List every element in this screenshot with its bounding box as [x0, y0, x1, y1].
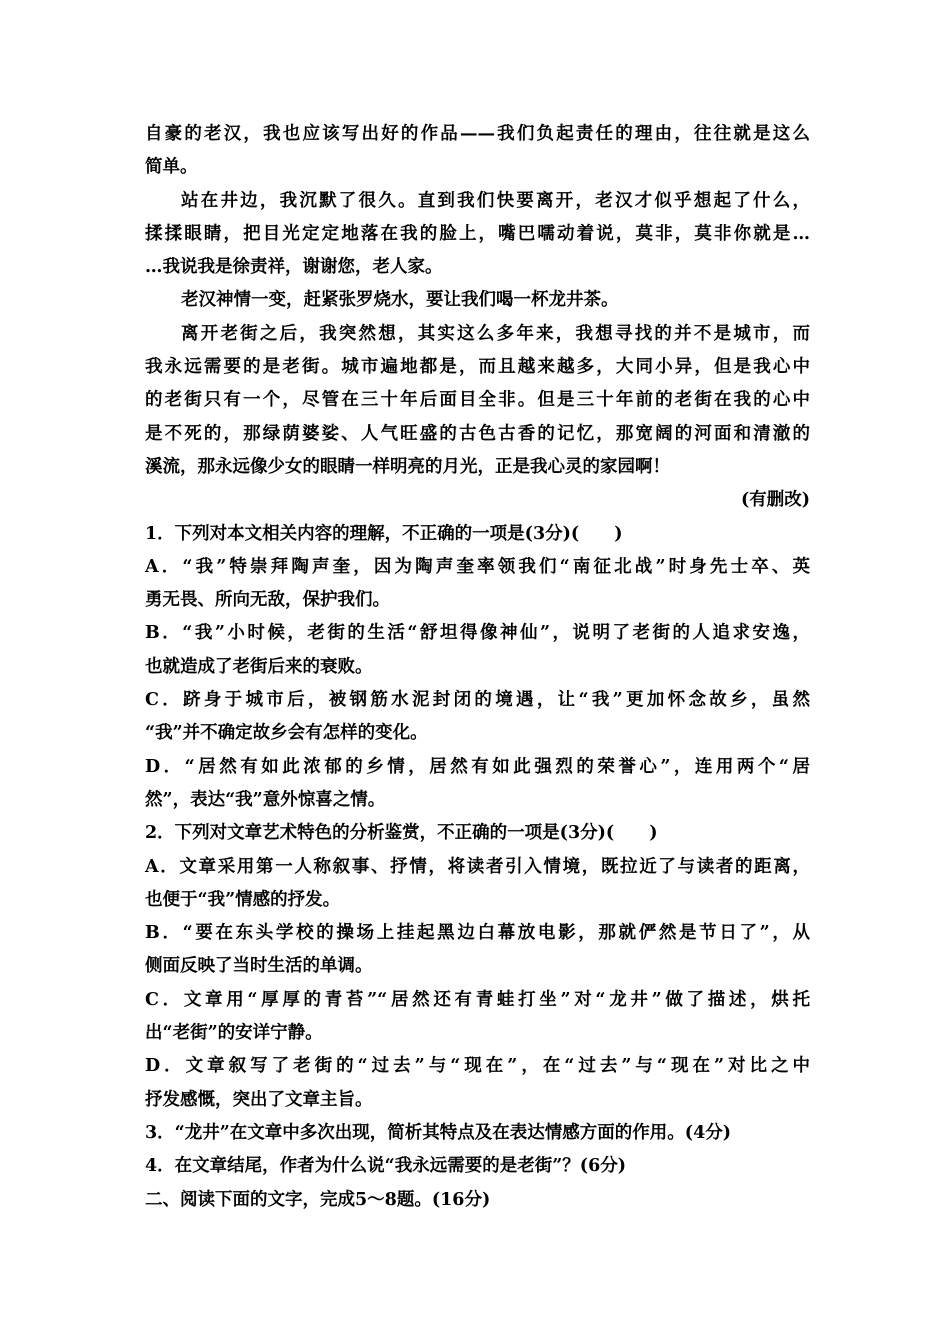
- section-heading: 二、阅读下面的文字，完成5～8题。(16分): [145, 1189, 491, 1210]
- question-1-option-c-cont: “我”并不确定故乡会有怎样的变化。: [145, 723, 428, 744]
- passage-line: …我说我是徐责祥，谢谢您，老人家。: [145, 257, 443, 278]
- question-1-option-a-cont: 勇无畏、所向无敌，保护我们。: [145, 590, 390, 611]
- question-1-option-a: A．“我”特崇拜陶声奎，因为陶声奎率领我们“南征北战”时身先士卒、英: [145, 556, 810, 577]
- passage-line: 揉揉眼睛，把目光定定地落在我的脸上，嘴巴嚅动着说，莫非，莫非你就是…: [145, 223, 810, 244]
- passage-line: 我永远需要的是老街。城市遍地都是，而且越来越多，大同小异，但是我心中: [145, 357, 810, 378]
- question-2-option-a: A．文章采用第一人称叙事、抒情，将读者引入情境，既拉近了与读者的距离，: [145, 856, 810, 877]
- document-body: [145, 118, 810, 1217]
- question-3: 3．“龙井”在文章中多次出现，简析其特点及在表达情感方面的作用。(4分): [145, 1122, 732, 1143]
- question-2-option-a-cont: 也便于“我”情感的抒发。: [145, 889, 341, 910]
- question-1-option-d-cont: 然”，表达“我”意外惊喜之情。: [145, 789, 386, 810]
- source-note: (有删改): [740, 490, 810, 511]
- question-1-option-c: C．跻身于城市后，被钢筋水泥封闭的境遇，让“我”更加怀念故乡，虽然: [145, 690, 810, 711]
- passage-line: 是不死的，那绿荫婆娑、人气旺盛的古色古香的记忆，那宽阔的河面和清澈的: [145, 423, 810, 444]
- question-4: 4．在文章结尾，作者为什么说“我永远需要的是老街”？(6分): [145, 1156, 627, 1177]
- question-2-option-b-cont: 侧面反映了当时生活的单调。: [145, 956, 373, 977]
- passage-line: 简单。: [145, 157, 198, 178]
- question-2-option-b: B．“要在东头学校的操场上挂起黑边白幕放电影，那就俨然是节日了”，从: [145, 923, 810, 944]
- question-2-option-d-cont: 抒发感慨，突出了文章主旨。: [145, 1089, 373, 1110]
- question-2-stem: 2．下列对文章艺术特色的分析鉴赏，不正确的一项是(3分)( ): [145, 823, 658, 844]
- question-1-option-b-cont: 也就造成了老街后来的衰败。: [145, 656, 373, 677]
- question-2-option-d: D．文章叙写了老街的“过去”与“现在”，在“过去”与“现在”对比之中: [145, 1056, 810, 1077]
- question-1-option-d: D．“居然有如此浓郁的乡情，居然有如此强烈的荣誉心”，连用两个“居: [145, 756, 810, 777]
- passage-line: 溪流，那永远像少女的眼睛一样明亮的月光，正是我心灵的家园啊！: [145, 456, 670, 477]
- passage-line: 老汉神情一变，赶紧张罗烧水，要让我们喝一杯龙井茶。: [181, 290, 619, 311]
- passage-line: 站在井边，我沉默了很久。直到我们快要离开，老汉才似乎想起了什么，: [181, 190, 810, 211]
- passage-line: 离开老街之后，我突然想，其实这么多年来，我想寻找的并不是城市，而: [181, 323, 810, 344]
- question-1-option-b: B．“我”小时候，老街的生活“舒坦得像神仙”，说明了老街的人追求安逸，: [145, 623, 810, 644]
- question-2-option-c: C．文章用“厚厚的青苔”“居然还有青蛙打坐”对“龙井”做了描述，烘托: [145, 989, 810, 1010]
- passage-line: 自豪的老汉，我也应该写出好的作品——我们负起责任的理由，往往就是这么: [145, 124, 810, 144]
- question-2-option-c-cont: 出“老街”的安详宁静。: [145, 1023, 323, 1044]
- question-1-stem: 1．下列对本文相关内容的理解，不正确的一项是(3分)( ): [145, 523, 623, 544]
- passage-line: 的老街只有一个，尽管在三十年后面目全非。但是三十年前的老街在我的心中: [145, 390, 810, 411]
